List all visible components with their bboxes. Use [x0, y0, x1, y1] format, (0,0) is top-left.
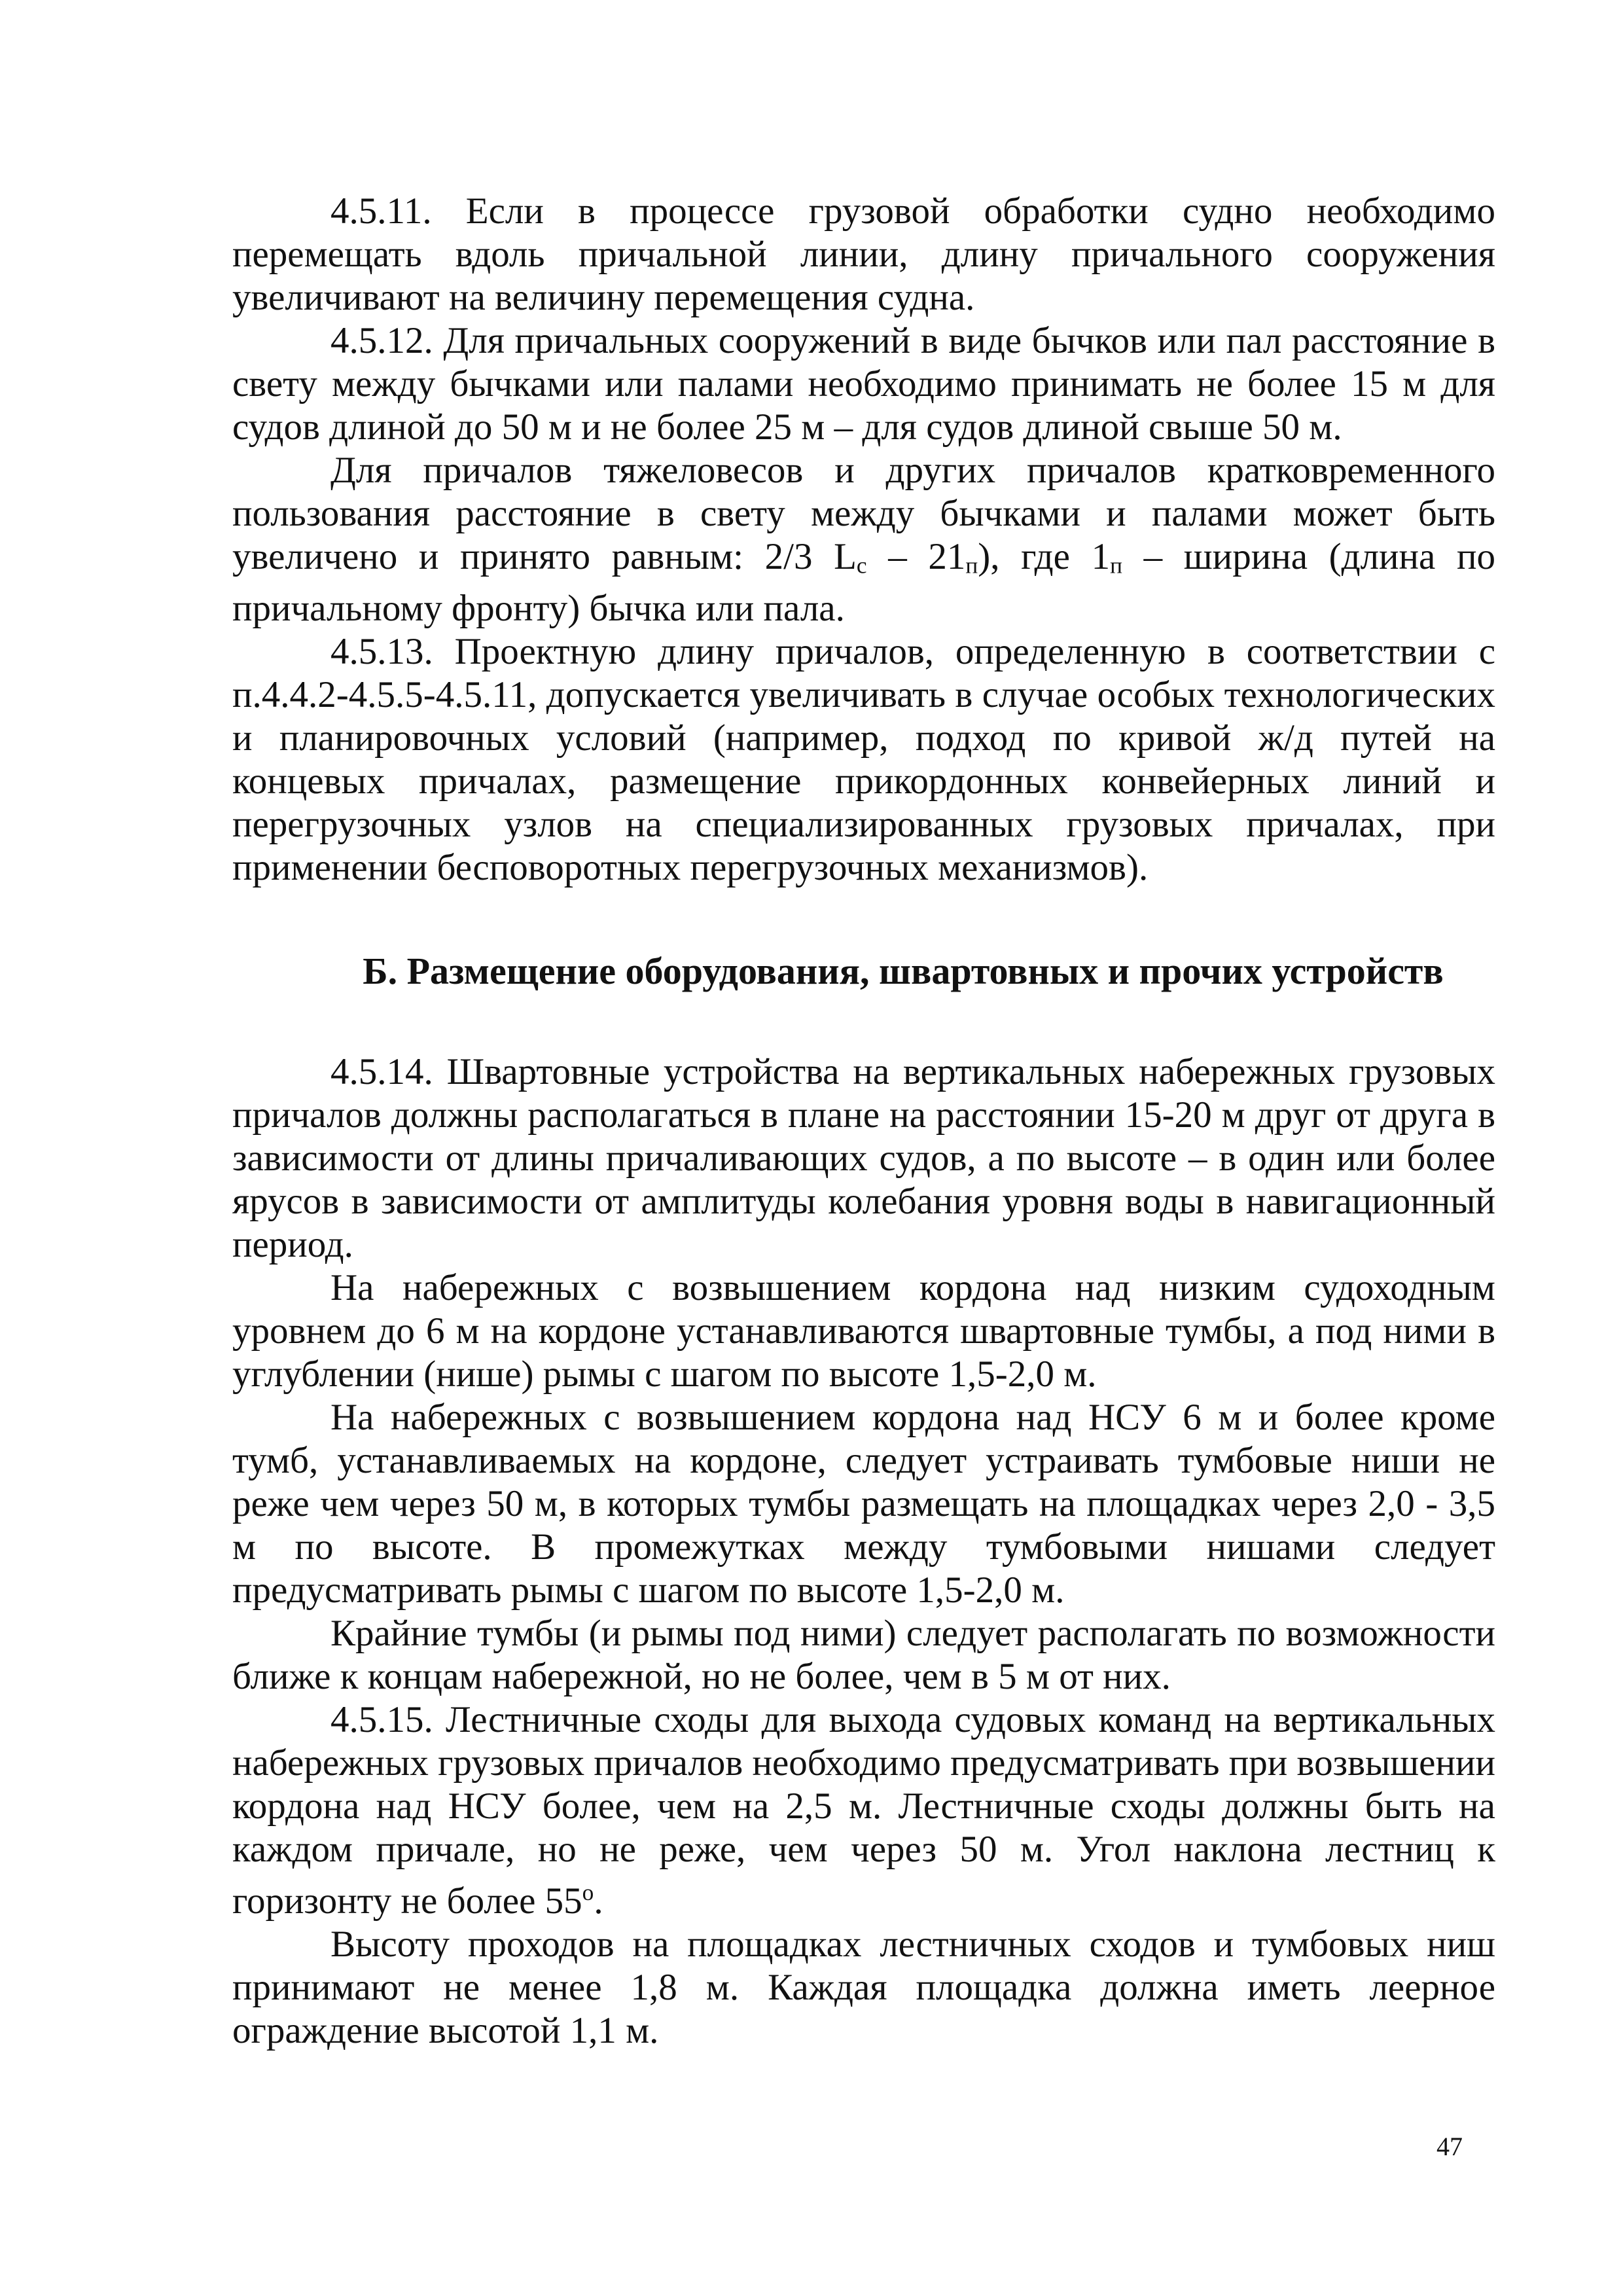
paragraph-high-quay: На набережных с возвышением кордона над НСУ 6 м и более кроме тумб, устанавливаемых на кордоне, следует устраивать тумбовые ниши не реже чем через 50 м, в которых тумбы размещать на площадках через 2,0 - 3,5 м по высоте. В промежутках между тумбовыми нишами следует предусматривать рымы с шагом по высоте 1,5-2,0 м. — [232, 1397, 1495, 1611]
paragraph-heavy-cargo — [232, 449, 1495, 630]
stairs-text-end: . — [594, 1880, 603, 1922]
paragraph-4-5-14: 4.5.14. Швартовные устройства на вертикальных набережных грузовых причалов должны располагаться в плане на расстоянии 15-20 м друг от друга в зависимости от длины причаливающих судов, а по высоте – в один или более ярусов в зависимости от амплитуды колебания уровня воды в навигационный период. — [232, 1051, 1495, 1266]
formula-text-4: – ширина (длина по причальному фронту) бычка или пала. — [232, 536, 1495, 630]
formula-text-1: Для причалов тяжеловесов и других причалов кратковременного пользования расстояние в свету между бычками и палами может быть увеличено и принято равным: 2/3 L — [232, 450, 1495, 577]
paragraph-low-quay: На набережных с возвышением кордона над низким судоходным уровнем до 6 м на кордоне устанавливаются швартовные тумбы, а под ними в углублении (нише) рымы с шагом по высоте 1,5-2,0 м. — [232, 1267, 1495, 1395]
formula-subscript-p-2: п — [1110, 552, 1123, 579]
degree-superscript: о — [582, 1880, 594, 1906]
formula-subscript-c: c — [856, 552, 867, 579]
stairs-text: 4.5.15. Лестничные сходы для выхода судовых команд на вертикальных набережных грузовых причалов необходимо предусматривать при возвышении кордона над НСУ более, чем на 2,5 м. Лестничные сходы должны быть на каждом причале, но не реже, чем через 50 м. Угол наклона лестниц к горизонту не более 55 — [232, 1699, 1495, 1922]
formula-text-3: ), где 1 — [978, 536, 1111, 577]
paragraph-passage-height: Высоту проходов на площадках лестничных сходов и тумбовых ниш принимают не менее 1,8 м. Каждая площадка должна иметь леерное ограждение высотой 1,1 м. — [232, 1924, 1495, 2052]
section-heading: Б. Размещение оборудования, швартовных и прочих устройств — [363, 950, 1444, 993]
paragraph-4-5-12: 4.5.12. Для причальных сооружений в виде бычков или пал расстояние в свету между бычками или палами необходимо принимать не более 15 м для судов длиной до 50 м и не более 25 м – для судов длиной свыше 50 м. — [232, 320, 1495, 448]
paragraph-4-5-13: 4.5.13. Проектную длину причалов, определенную в соответствии с п.4.4.2-4.5.5-4.5.11, допускается увеличивать в случае особых технологических и планировочных условий (например, подход по кривой ж/д путей на концевых причалах, размещение прикордонных конвейерных линий и перегрузочных узлов на специализированных грузовых причалах, при применении бесповоротных перегрузочных механизмов). — [232, 631, 1495, 889]
paragraph-4-5-15 — [232, 1698, 1495, 1923]
paragraph-end-bollards: Крайние тумбы (и рымы под ними) следует располагать по возможности ближе к концам набережной, но не более, чем в 5 м от них. — [232, 1613, 1495, 1698]
document-page — [232, 190, 1495, 2053]
page-number: 47 — [1436, 2132, 1463, 2161]
paragraph-4-5-11: 4.5.11. Если в процессе грузовой обработки судно необходимо перемещать вдоль причальной линии, длину причального сооружения увеличивают на величину перемещения судна. — [232, 190, 1495, 318]
formula-subscript-p: п — [965, 552, 978, 579]
formula-text-2: – 21 — [866, 536, 966, 577]
